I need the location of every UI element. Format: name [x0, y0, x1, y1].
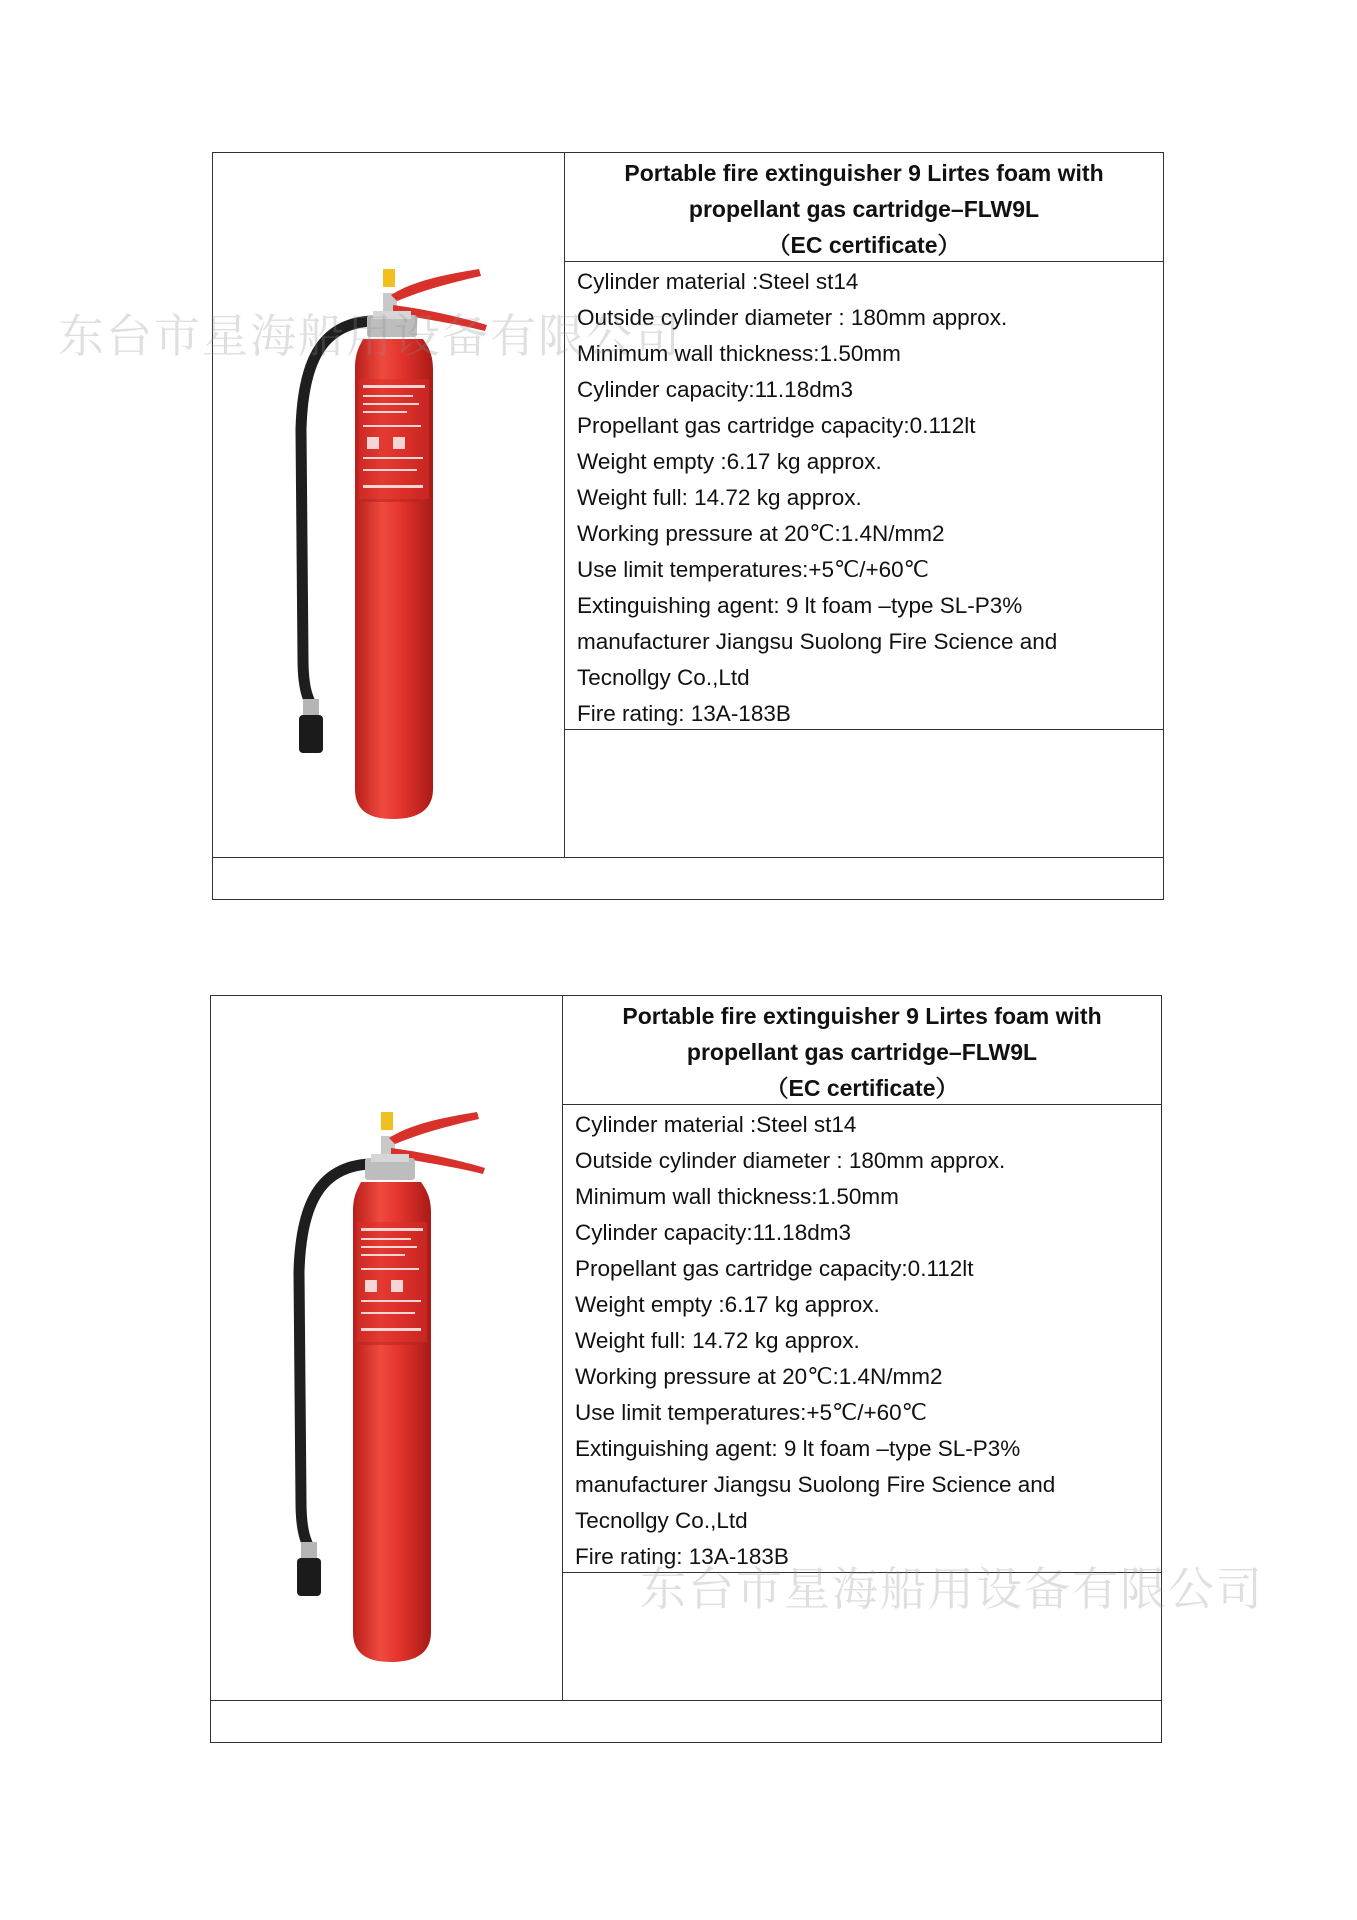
spec-wall-thickness: Minimum wall thickness:1.50mm — [575, 1184, 899, 1209]
title-line-1: Portable fire extinguisher 9 Lirtes foam with — [622, 1003, 1102, 1029]
spec-fire-rating: Fire rating: 13A-183B — [577, 701, 791, 726]
spec-manufacturer-cont: Tecnollgy Co.,Ltd — [577, 665, 750, 690]
fire-extinguisher-image — [263, 229, 523, 829]
title-line-2: propellant gas cartridge–FLW9L — [686, 1039, 1038, 1065]
title-line-1: Portable fire extinguisher 9 Lirtes foam with — [624, 160, 1104, 186]
image-cell — [213, 153, 565, 857]
spec-extinguishing-agent: Extinguishing agent: 9 lt foam –type SL-P3% — [575, 1436, 1021, 1461]
fire-extinguisher-image — [261, 1072, 521, 1672]
spec-weight-full: Weight full: 14.72 kg approx. — [575, 1328, 860, 1353]
spec-cylinder-material: Cylinder material :Steel st14 — [575, 1112, 857, 1137]
spec-list — [565, 262, 1163, 730]
title-line-3: （EC certificate） — [765, 1075, 959, 1101]
spec-wall-thickness: Minimum wall thickness:1.50mm — [577, 341, 901, 366]
watermark-text: 东台市星海船用设备有限公司 — [58, 309, 682, 363]
spec-list — [563, 1105, 1161, 1573]
spec-weight-full: Weight full: 14.72 kg approx. — [577, 485, 862, 510]
spec-cylinder-material: Cylinder material :Steel st14 — [577, 269, 859, 294]
spec-limit-temperatures: Use limit temperatures:+5℃/+60℃ — [577, 557, 929, 582]
spec-weight-empty: Weight empty :6.17 kg approx. — [575, 1292, 880, 1317]
image-cell — [211, 996, 563, 1700]
product-title — [563, 996, 1161, 1105]
spec-manufacturer: manufacturer Jiangsu Suolong Fire Science and — [575, 1472, 1056, 1497]
spec-working-pressure: Working pressure at 20℃:1.4N/mm2 — [575, 1364, 943, 1389]
spec-manufacturer: manufacturer Jiangsu Suolong Fire Science and — [577, 629, 1058, 654]
spec-fire-rating: Fire rating: 13A-183B — [575, 1544, 789, 1569]
spec-limit-temperatures: Use limit temperatures:+5℃/+60℃ — [575, 1400, 927, 1425]
spec-weight-empty: Weight empty :6.17 kg approx. — [577, 449, 882, 474]
spec-cartridge-capacity: Propellant gas cartridge capacity:0.112lt — [575, 1256, 974, 1281]
product-title — [565, 153, 1163, 262]
spec-cartridge-capacity: Propellant gas cartridge capacity:0.112lt — [577, 413, 976, 438]
title-line-2: propellant gas cartridge–FLW9L — [688, 196, 1040, 222]
watermark-text: 东台市星海船用设备有限公司 — [640, 1562, 1264, 1616]
spec-working-pressure: Working pressure at 20℃:1.4N/mm2 — [577, 521, 945, 546]
spec-cylinder-capacity: Cylinder capacity:11.18dm3 — [575, 1220, 851, 1245]
spec-manufacturer-cont: Tecnollgy Co.,Ltd — [575, 1508, 748, 1533]
spec-cylinder-capacity: Cylinder capacity:11.18dm3 — [577, 377, 853, 402]
empty-footer-row — [211, 1700, 1161, 1742]
spec-outside-diameter: Outside cylinder diameter : 180mm approx. — [575, 1148, 1006, 1173]
spec-extinguishing-agent: Extinguishing agent: 9 lt foam –type SL-P3% — [577, 593, 1023, 618]
empty-footer-row — [213, 857, 1163, 899]
spec-outside-diameter: Outside cylinder diameter : 180mm approx. — [577, 305, 1008, 330]
product-table-2 — [210, 995, 1162, 1743]
title-line-3: （EC certificate） — [767, 232, 961, 258]
product-table-1 — [212, 152, 1164, 900]
